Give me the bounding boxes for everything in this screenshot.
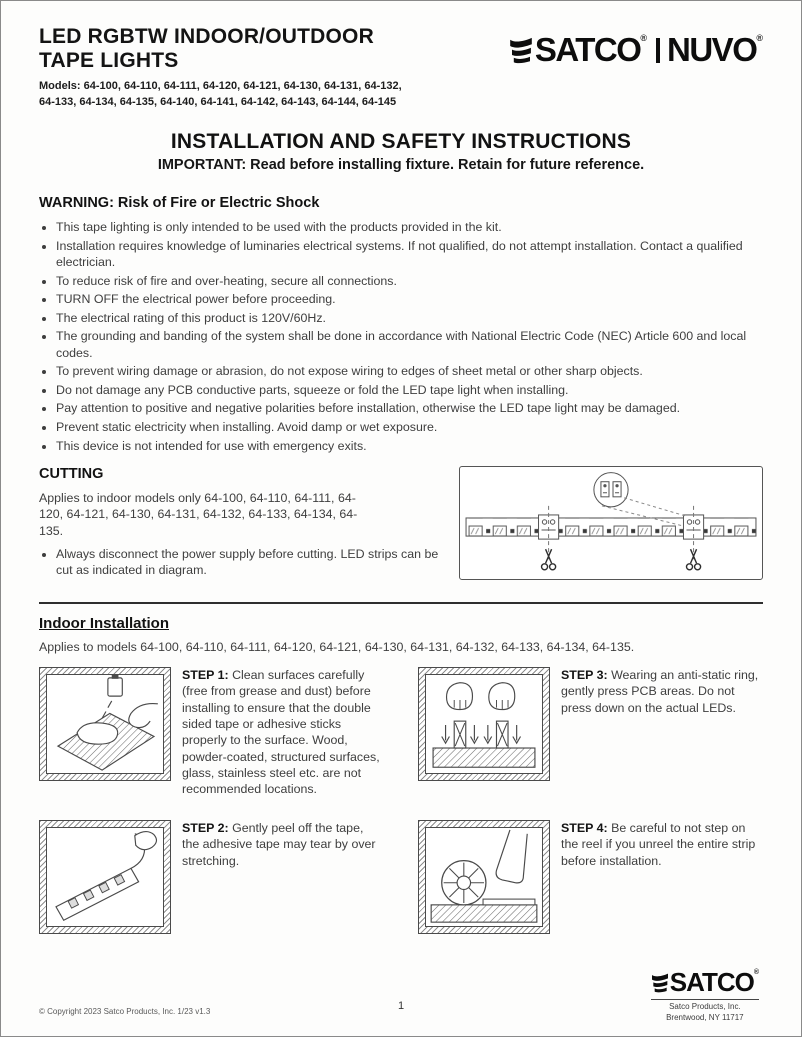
step-text: STEP 3: Wearing an anti-static ring, gently press PCB areas. Do not press down on the actual LEDs. xyxy=(561,667,759,715)
steps-grid xyxy=(39,667,763,934)
satco-reg-mark: ® xyxy=(640,33,648,43)
warning-list xyxy=(39,219,763,454)
models-list: Models: 64-100, 64-110, 64-111, 64-120, 64-121, 64-130, 64-131, 64-132, 64-133, 64-134, 64-135, 64-140, 64-141, 64-142, 64-143, 64-144, 64-145 xyxy=(39,80,402,108)
section-divider xyxy=(39,602,763,604)
step-text: STEP 2: Gently peel off the tape, the adhesive tape may tear by over stretching. xyxy=(182,820,376,868)
footer-brand xyxy=(651,967,759,1024)
indoor-installation-section xyxy=(39,615,763,934)
warning-heading: WARNING: Risk of Fire or Electric Shock xyxy=(39,195,320,212)
step-text: STEP 4: Be careful to not step on the reel if you unreel the entire strip before installation. xyxy=(561,820,756,868)
warning-bullet: • The grounding and banding of the system shall be done in accordance with National Electric Code (NEC) Article 600 and local codes. xyxy=(56,328,763,360)
footer-copyright: © Copyright 2023 Satco Products, Inc. 1/23 v1.3 xyxy=(39,1007,211,1016)
cutting-intro: Applies to indoor models only 64-100, 64-110, 64-111, 64-120, 64-121, 64-130, 64-131, 64-132, 64-133, 64-134, 64-135. xyxy=(39,490,358,538)
step-4-illustration xyxy=(418,820,550,934)
warning-bullet: • To reduce risk of fire and over-heating, secure all connections. xyxy=(56,273,763,289)
warning-bullet: • TURN OFF the electrical power before proceeding. xyxy=(56,291,763,307)
satco-wordmark: SATCO xyxy=(534,31,641,68)
indoor-intro: Applies to models 64-100, 64-110, 64-111, 64-120, 64-121, 64-130, 64-131, 64-132, 64-133, 64-134, 64-135. xyxy=(39,639,635,654)
doc-header xyxy=(39,25,763,110)
step-2-illustration xyxy=(39,820,171,934)
step-4 xyxy=(418,820,763,934)
press-pcb-icon xyxy=(426,675,542,773)
brand-logo xyxy=(509,31,763,69)
reel-icon xyxy=(426,828,542,926)
warning-bullet: • Prevent static electricity when installing. Avoid damp or wet exposure. xyxy=(56,419,763,435)
main-heading xyxy=(39,130,763,173)
nuvo-wordmark: NUVO xyxy=(667,31,757,68)
warning-bullet: • This tape lighting is only intended to be used with the products provided in the kit. xyxy=(56,219,763,235)
warning-bullet: • The electrical rating of this product is 120V/60Hz. xyxy=(56,310,763,326)
instructions-subtitle: IMPORTANT: Read before installing fixture. Retain for future reference. xyxy=(157,157,645,174)
instructions-title: INSTALLATION AND SAFETY INSTRUCTIONS xyxy=(170,130,632,154)
step-3 xyxy=(418,667,763,798)
warning-bullet: • To prevent wiring damage or abrasion, do not expose wiring to edges of sheet metal or other sharp objects. xyxy=(56,363,763,379)
step-2 xyxy=(39,820,384,934)
peel-tape-icon xyxy=(47,828,163,926)
cutting-text-block xyxy=(39,466,459,579)
clean-surface-icon xyxy=(47,675,163,773)
product-title: LED RGBTW INDOOR/OUTDOOR TAPE LIGHTS xyxy=(39,25,374,72)
cutting-section xyxy=(39,466,763,580)
step-text: STEP 1: Clean surfaces carefully (free from grease and dust) before installing to ensure that the double sided tape or adhesive sticks properly to the surface. Wood, powder-coated, structured surfaces, glass, stainless steel etc. are not recommended locations. xyxy=(182,667,380,797)
logo-divider xyxy=(656,38,660,63)
cutting-bullet: • Always disconnect the power supply before cutting. LED strips can be cut as indicated in diagram. xyxy=(56,546,439,579)
step-3-illustration xyxy=(418,667,550,781)
warning-section xyxy=(39,195,763,454)
warning-bullet: • Pay attention to positive and negative polarities before installation, otherwise the LED tape light may be damaged. xyxy=(56,400,763,416)
step-1 xyxy=(39,667,384,798)
warning-bullet: • Do not damage any PCB conductive parts, squeeze or fold the LED tape light when installing. xyxy=(56,382,763,398)
scissors-icon xyxy=(687,549,701,570)
page-number: 1 xyxy=(397,1000,405,1012)
warning-bullet: • This device is not intended for use with emergency exits. xyxy=(56,438,763,454)
cutting-heading: CUTTING xyxy=(39,465,104,482)
step-1-illustration xyxy=(39,667,171,781)
scissors-icon xyxy=(542,549,556,570)
satco-flag-icon xyxy=(509,37,533,64)
nuvo-reg-mark: ® xyxy=(756,33,763,43)
indoor-heading: Indoor Installation xyxy=(39,614,169,632)
led-strip-cut-graphic xyxy=(460,467,762,579)
satco-reg-mark: ® xyxy=(753,969,759,977)
satco-wordmark: SATCO xyxy=(669,967,754,998)
satco-flag-icon xyxy=(651,973,669,993)
product-title-block xyxy=(39,25,402,110)
footer-address: Satco Products, Inc. Brentwood, NY 11717 xyxy=(651,999,759,1024)
cutting-diagram xyxy=(459,466,763,580)
warning-bullet: • Installation requires knowledge of luminaries electrical systems. If not qualified, do not attempt installation. Contact a qualified electrician. xyxy=(56,238,763,270)
